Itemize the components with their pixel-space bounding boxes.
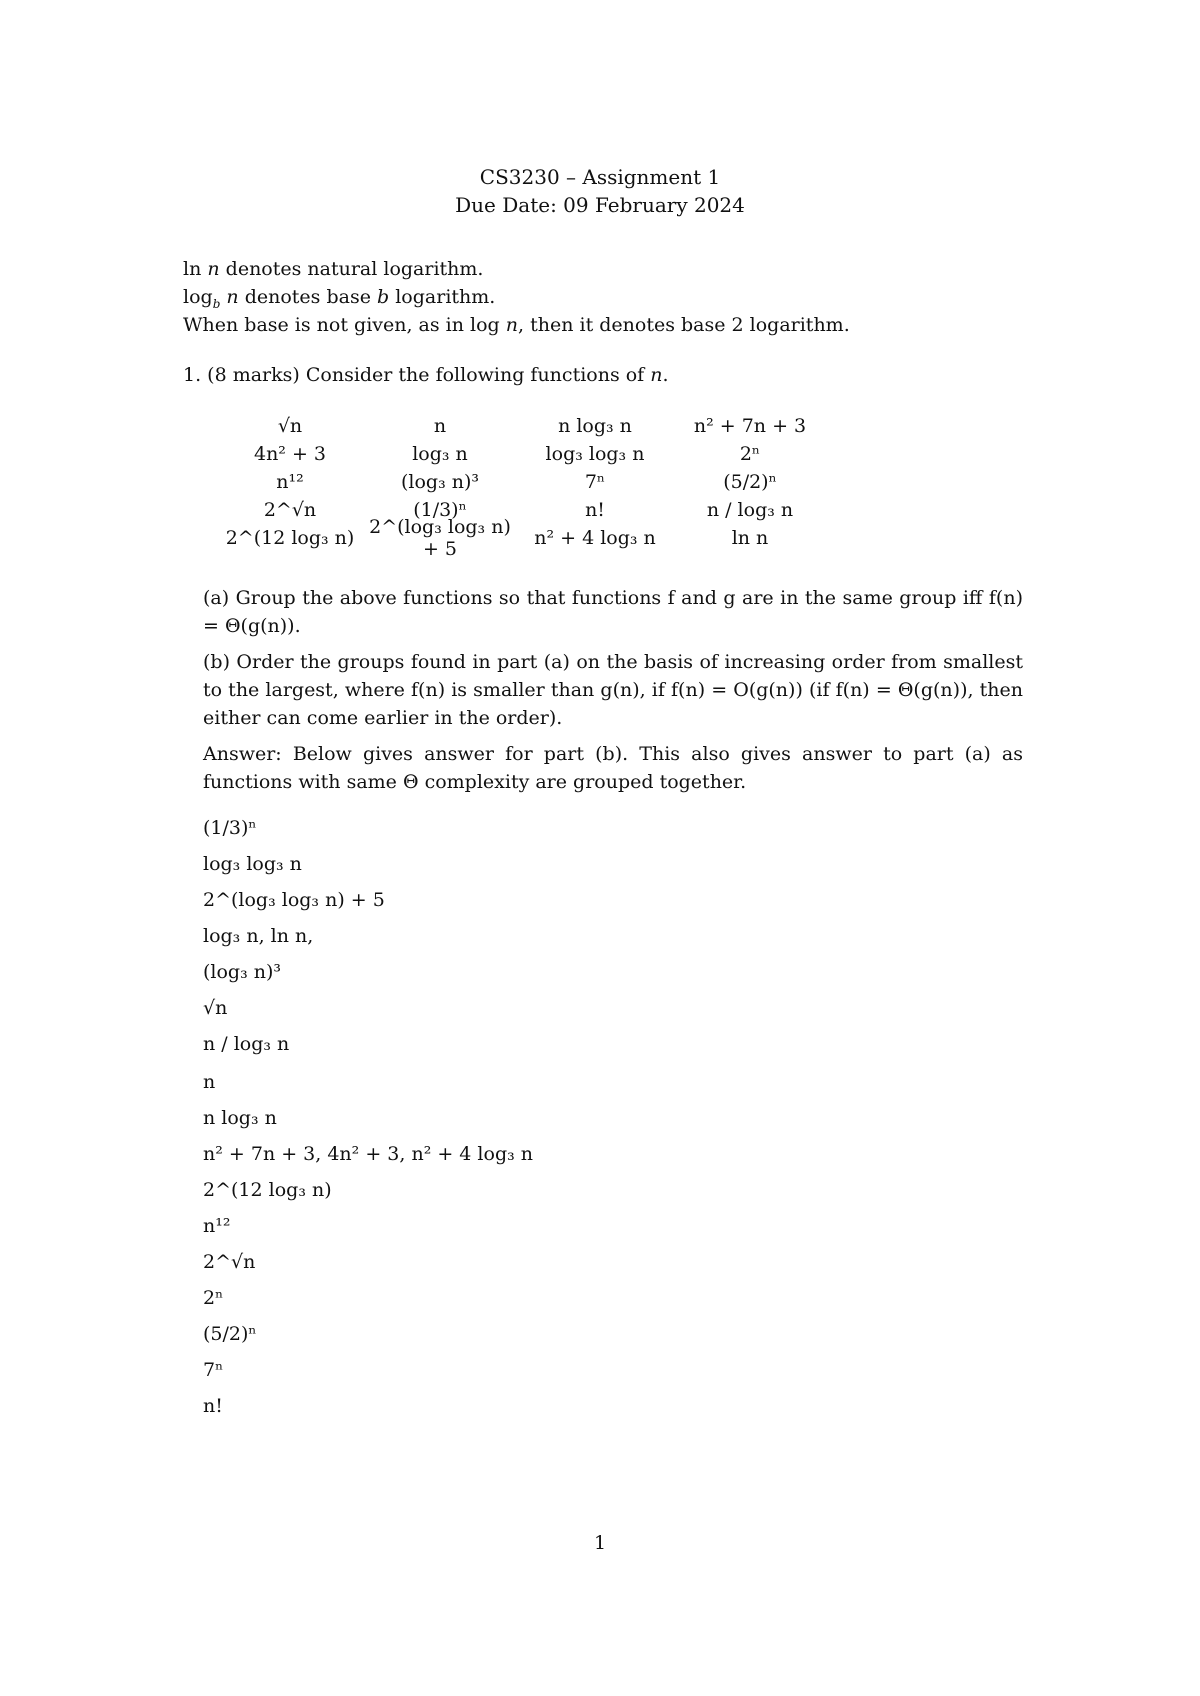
function-cell: (5/2)ⁿ (723, 471, 777, 493)
function-cell: 7ⁿ (584, 471, 606, 493)
answer-item: log₃ log₃ n (203, 853, 302, 875)
function-cell: (1/3)ⁿ (413, 499, 467, 521)
page-number: 1 (593, 1532, 607, 1554)
part-a: (a) Group the above functions so that functions f and g are in the same group iff f(n) = Θ(g(n)). (203, 587, 1023, 637)
function-cell: ln n (731, 527, 769, 549)
question-1-heading: 1. (8 marks) Consider the following functions of n. (183, 364, 669, 386)
answer-item: n! (203, 1395, 223, 1417)
note-ln: ln n denotes natural logarithm. (183, 258, 484, 280)
function-cell: √n (277, 415, 303, 437)
answer-item: 2^(log₃ log₃ n) + 5 (203, 889, 385, 911)
function-cell: n (433, 415, 447, 437)
answer-item: √n (203, 997, 228, 1019)
answer-item: 2^√n (203, 1251, 256, 1273)
part-b: (b) Order the groups found in part (a) on the basis of increasing order from smallest to the largest, where f(n) is smaller than g(n), if f(n) = O(g(n)) (if f(n) = Θ(g(n)), then either can come earlier in the order). (203, 651, 1023, 729)
function-cell: 4n² + 3 (253, 443, 327, 465)
function-cell: 2ⁿ (739, 443, 761, 465)
answer-item: n² + 7n + 3, 4n² + 3, n² + 4 log₃ n (203, 1143, 534, 1165)
document-title: CS3230 – Assignment 1 (479, 165, 721, 189)
function-cell: 2^√n (263, 499, 317, 521)
function-cell: n¹² (276, 471, 304, 493)
answer-item: n log₃ n (203, 1107, 277, 1129)
due-date: Due Date: 09 February 2024 (455, 193, 745, 217)
answer-item: n / log₃ n (203, 1033, 290, 1055)
function-cell: 2^(log₃ log₃ n) + 5 (369, 516, 511, 560)
function-cell: n² + 4 log₃ n (534, 527, 656, 549)
answer-item: (log₃ n)³ (203, 961, 282, 983)
note-base: When base is not given, as in log n, then it denotes base 2 logarithm. (183, 314, 850, 336)
function-cell: n / log₃ n (706, 499, 794, 521)
answer-item: log₃ n, ln n, (203, 925, 314, 947)
answer-item: 2ⁿ (203, 1287, 224, 1309)
answer-item: (1/3)ⁿ (203, 817, 257, 839)
answer-item: n¹² (203, 1215, 231, 1237)
functions-table (215, 412, 825, 560)
function-cell: n² + 7n + 3 (693, 415, 807, 437)
notation-notes (183, 255, 850, 339)
answer-item: n (203, 1071, 216, 1093)
note-logb: $\log_b n$ denotes base b logarithm. (183, 286, 496, 311)
document-header (0, 163, 1200, 219)
answer-item: (5/2)ⁿ (203, 1323, 257, 1345)
function-cell: n log₃ n (558, 415, 632, 437)
function-cell: 2^(12 log₃ n) (225, 527, 355, 549)
answer-list (203, 810, 533, 1424)
function-cell: n! (585, 499, 605, 521)
answer-item: 2^(12 log₃ n) (203, 1179, 332, 1201)
function-cell: (log₃ n)³ (400, 471, 479, 493)
function-cell: log₃ n (412, 443, 468, 465)
answer-intro: Answer: Below gives answer for part (b). This also gives answer to part (a) as functions with same Θ complexity are grouped together. (203, 743, 1023, 793)
function-cell: log₃ log₃ n (545, 443, 645, 465)
answer-item: 7ⁿ (203, 1359, 224, 1381)
